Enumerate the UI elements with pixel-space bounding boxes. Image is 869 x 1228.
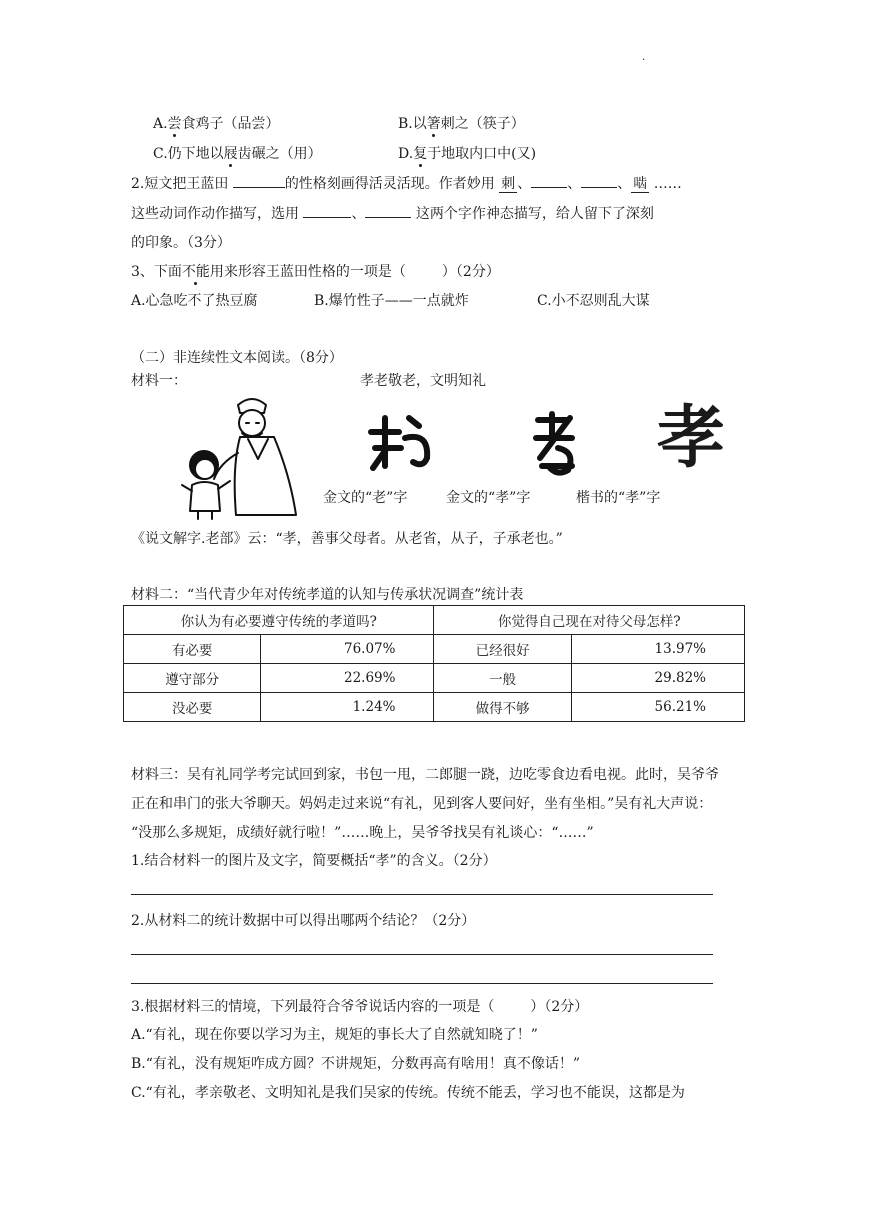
table-cell: 29.82% [571, 664, 744, 693]
table-cell: 没必要 [124, 693, 261, 722]
q3-stem-text: ）（2分） [530, 999, 589, 1015]
shuowen-quote: 《说文解字.老部》云：“孝，善事父母者。从老省，从子，子承老也。” [131, 531, 563, 547]
top-mark: . [642, 52, 646, 63]
material-3-line-2: 正在和串门的张大爷聊天。妈妈走过来说“有礼，见到客人要问好，坐有坐相。”吴有礼大声说： [131, 796, 713, 812]
answer-line[interactable] [131, 954, 713, 955]
q3-option-b: B.爆竹性子——一点就炸 [314, 293, 469, 309]
table-cell: 76.07% [261, 635, 434, 664]
q3-answer-option-c: C.“有礼，孝亲敬老、文明知礼是我们吴家的传统。传统不能丢，学习也不能误，这都是为 [131, 1085, 685, 1101]
q3-option-a: A.心急吃不了热豆腐 [131, 293, 258, 309]
table-row [124, 693, 745, 722]
marked-char: 箸 [427, 113, 441, 133]
separator: 、 [567, 176, 582, 192]
table-row [124, 664, 745, 693]
survey-table [123, 605, 745, 722]
bronze-xiao-glyph [530, 410, 590, 478]
option-b [398, 113, 525, 133]
table-cell: 做得不够 [434, 693, 571, 722]
q3-stem-text: 3.根据材料三的情境，下列最符合爷爷说话内容的一项是（ [131, 999, 495, 1015]
option-text: 刺之（筷子） [440, 116, 525, 132]
section-heading: （二）非连续性文本阅读。（8分） [131, 350, 343, 366]
option-prefix: D. [398, 146, 414, 162]
elder-child-illustration [178, 393, 298, 523]
question-1: 1.结合材料一的图片及文字，简要概括“孝”的含义。（2分） [131, 853, 497, 869]
table-cell: 56.21% [571, 693, 744, 722]
bronze-lao-glyph [365, 408, 435, 474]
marked-text: 不能 [182, 261, 210, 281]
table-row [124, 635, 745, 664]
table-cell: 有必要 [124, 635, 261, 664]
answer-line[interactable] [131, 894, 713, 895]
answer-blank[interactable] [581, 173, 617, 188]
answer-blank[interactable] [365, 203, 411, 218]
table-header: 你觉得自己现在对待父母怎样? [434, 606, 745, 635]
marked-char: 屐 [224, 143, 238, 163]
q3-text: ）（2分） [441, 264, 500, 280]
ellipsis: …… [653, 176, 682, 192]
material-1-title: 孝老敬老，文明知礼 [360, 373, 486, 389]
table-cell: 遵守部分 [124, 664, 261, 693]
separator: 、 [617, 176, 632, 192]
option-a [153, 113, 280, 133]
answer-blank[interactable] [303, 203, 351, 218]
q3-answer-option-a: A.“有礼，现在你要以学习为主，规矩的事长大了自然就知晓了！” [131, 1027, 538, 1043]
material-3-line-1: 材料三：吴有礼同学考完试回到家，书包一甩，二郎腿一跷，边吃零食边看电视。此时，吴爷爷 [131, 767, 719, 783]
marked-char: 复 [413, 143, 427, 163]
option-prefix: C.仍下地以 [153, 146, 224, 162]
verb-underlined: 刺 [501, 176, 516, 192]
option-c [153, 143, 322, 163]
question-3-stem [131, 261, 500, 281]
material-3-line-3: “没那么多规矩，成绩好就行啦！”……晚上，吴爷爷找吴有礼谈心：“……” [131, 825, 594, 841]
q3-option-c: C.小不忍则乱大谋 [537, 293, 650, 309]
q3-answer-option-b: B.“有礼，没有规矩咋成方圆？不讲规矩，分数再高有啥用！真不像话！” [131, 1056, 581, 1072]
table-cell: 已经很好 [434, 635, 571, 664]
question-2-line-3: 的印象。（3分） [131, 235, 231, 251]
material-1-label: 材料一： [131, 373, 187, 389]
answer-blank[interactable] [233, 173, 285, 188]
answer-line[interactable] [131, 983, 713, 984]
caption-lao: 金文的“老”字 [323, 490, 408, 506]
caption-kaishu-xiao: 楷书的“孝”字 [576, 490, 661, 506]
option-prefix: B.以 [398, 116, 427, 132]
table-cell: 22.69% [261, 664, 434, 693]
q2-text: 的性格刻画得活灵活现。作者妙用 [284, 176, 495, 192]
option-prefix: A. [153, 116, 168, 132]
question-3 [131, 996, 588, 1016]
marked-char: 尝 [168, 113, 182, 133]
q3-text: 3、下面 [131, 264, 182, 280]
q2-text: 2.短文把王蓝田 [131, 176, 229, 192]
separator: 、 [517, 176, 532, 192]
table-header: 你认为有必要遵守传统的孝道吗? [124, 606, 434, 635]
separator: 、 [351, 206, 366, 222]
option-text: 于地取内口中(又) [427, 146, 537, 162]
material-2-title: 材料二：“当代青少年对传统孝道的认知与传承状况调查”统计表 [131, 587, 524, 603]
question-2: 2.从材料二的统计数据中可以得出哪两个结论？（2分） [131, 913, 476, 929]
answer-blank[interactable] [531, 173, 567, 188]
kaishu-xiao-glyph: 孝 [657, 398, 726, 478]
table-header-row [124, 606, 745, 635]
question-2-line-2 [131, 203, 654, 223]
option-text: 齿碾之（用） [237, 146, 322, 162]
table-cell: 1.24% [261, 693, 434, 722]
question-2-line-1 [131, 173, 682, 193]
table-cell: 13.97% [571, 635, 744, 664]
q2-text: 这两个字作神态描写，给人留下了深刻 [415, 206, 654, 222]
q3-text: 用来形容王蓝田性格的一项是（ [209, 264, 406, 280]
caption-bronze-xiao: 金文的“孝”字 [446, 490, 531, 506]
verb-underlined: 啮 [633, 176, 648, 192]
q2-text: 这些动词作动作描写，选用 [131, 206, 299, 222]
option-d [398, 143, 536, 163]
table-cell: 一般 [434, 664, 571, 693]
option-text: 食鸡子（品尝） [181, 116, 280, 132]
